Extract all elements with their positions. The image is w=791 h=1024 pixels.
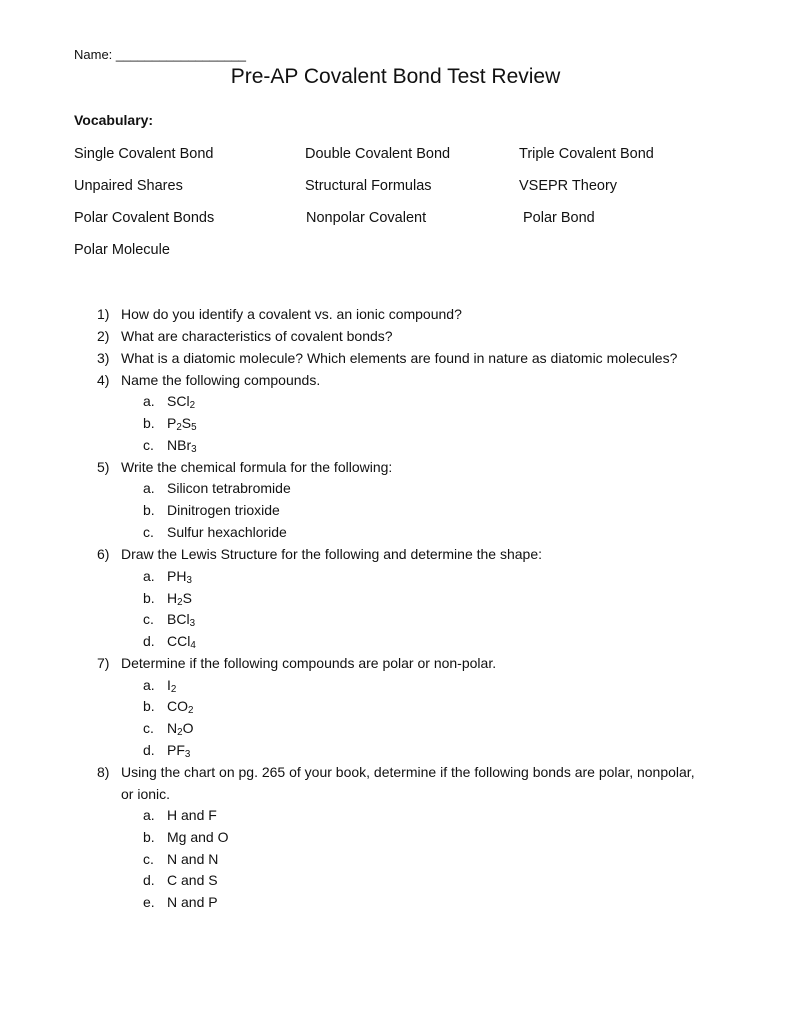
question-number: 6) <box>97 546 110 562</box>
bond-pair: Mg and O <box>167 829 229 845</box>
vocab-term: Triple Covalent Bond <box>519 146 654 162</box>
compound-formula: $N_2O$ <box>167 720 194 738</box>
compound-formula: $PF_3$ <box>167 742 191 760</box>
compound-name: Dinitrogen trioxide <box>167 502 280 518</box>
question-text: What is a diatomic molecule? Which elements are found in nature as diatomic molecules? <box>121 350 678 366</box>
item-letter: c. <box>143 851 154 867</box>
item-letter: a. <box>143 393 155 409</box>
item-letter: d. <box>143 872 155 888</box>
compound-formula: $PH_3$ <box>167 568 192 586</box>
vocab-term: Nonpolar Covalent <box>306 210 427 226</box>
question-text: Using the chart on pg. 265 of your book, determine if the following bonds are polar, nonpolar, <box>121 764 695 780</box>
item-letter: d. <box>143 633 155 649</box>
vocab-term: Polar Covalent Bonds <box>74 210 215 226</box>
question-number: 4) <box>97 372 110 388</box>
vocabulary-heading: Vocabulary: <box>74 112 154 128</box>
compound-formula: $H_2S$ <box>167 590 192 608</box>
question-text-continued: or ionic. <box>121 786 171 802</box>
vocab-term: Single Covalent Bond <box>74 146 214 162</box>
compound-formula: $I_2$ <box>167 677 177 695</box>
question-text: What are characteristics of covalent bonds? <box>121 328 393 344</box>
item-letter: a. <box>143 807 155 823</box>
question-text: Write the chemical formula for the following: <box>121 459 393 475</box>
item-letter: e. <box>143 894 155 910</box>
item-letter: a. <box>143 677 155 693</box>
question-text: Name the following compounds. <box>121 372 321 388</box>
item-letter: b. <box>143 415 155 431</box>
item-letter: d. <box>143 742 155 758</box>
vocab-term: Structural Formulas <box>305 178 432 194</box>
name-field-label: Name: __________________ <box>74 47 247 62</box>
item-letter: b. <box>143 590 155 606</box>
bond-pair: N and N <box>167 851 219 867</box>
item-letter: b. <box>143 502 155 518</box>
item-letter: c. <box>143 524 154 540</box>
page-title: Pre-AP Covalent Bond Test Review <box>230 65 561 88</box>
item-letter: c. <box>143 437 154 453</box>
compound-formula: SCl$_2$ <box>167 393 196 411</box>
compound-formula: CCl$_4$ <box>167 633 196 651</box>
question-number: 1) <box>97 306 110 322</box>
compound-formula: NBr$_3$ <box>167 437 197 455</box>
item-letter: c. <box>143 611 154 627</box>
compound-formula: BCl$_3$ <box>167 611 196 629</box>
compound-name: Sulfur hexachloride <box>167 524 287 540</box>
compound-formula: $P_2S_5$ <box>167 415 197 433</box>
item-letter: a. <box>143 480 155 496</box>
question-number: 7) <box>97 655 110 671</box>
bond-pair: C and S <box>167 872 218 888</box>
item-letter: b. <box>143 829 155 845</box>
vocab-term: Unpaired Shares <box>74 178 183 194</box>
question-number: 2) <box>97 328 110 344</box>
bond-pair: N and P <box>167 894 218 910</box>
question-number: 8) <box>97 764 110 780</box>
question-text: Draw the Lewis Structure for the following and determine the shape: <box>121 546 543 562</box>
vocab-term: VSEPR Theory <box>519 178 618 194</box>
compound-formula: $CO_2$ <box>167 698 194 716</box>
item-letter: b. <box>143 698 155 714</box>
question-number: 3) <box>97 350 110 366</box>
question-number: 5) <box>97 459 110 475</box>
vocab-term: Polar Molecule <box>74 242 170 258</box>
bond-pair: H and F <box>167 807 217 823</box>
question-text: Determine if the following compounds are polar or non-polar. <box>121 655 497 671</box>
item-letter: a. <box>143 568 155 584</box>
question-text: How do you identify a covalent vs. an ionic compound? <box>121 306 462 322</box>
compound-name: Silicon tetrabromide <box>167 480 291 496</box>
item-letter: c. <box>143 720 154 736</box>
vocab-term: Double Covalent Bond <box>305 146 451 162</box>
vocab-term: Polar Bond <box>523 210 595 226</box>
